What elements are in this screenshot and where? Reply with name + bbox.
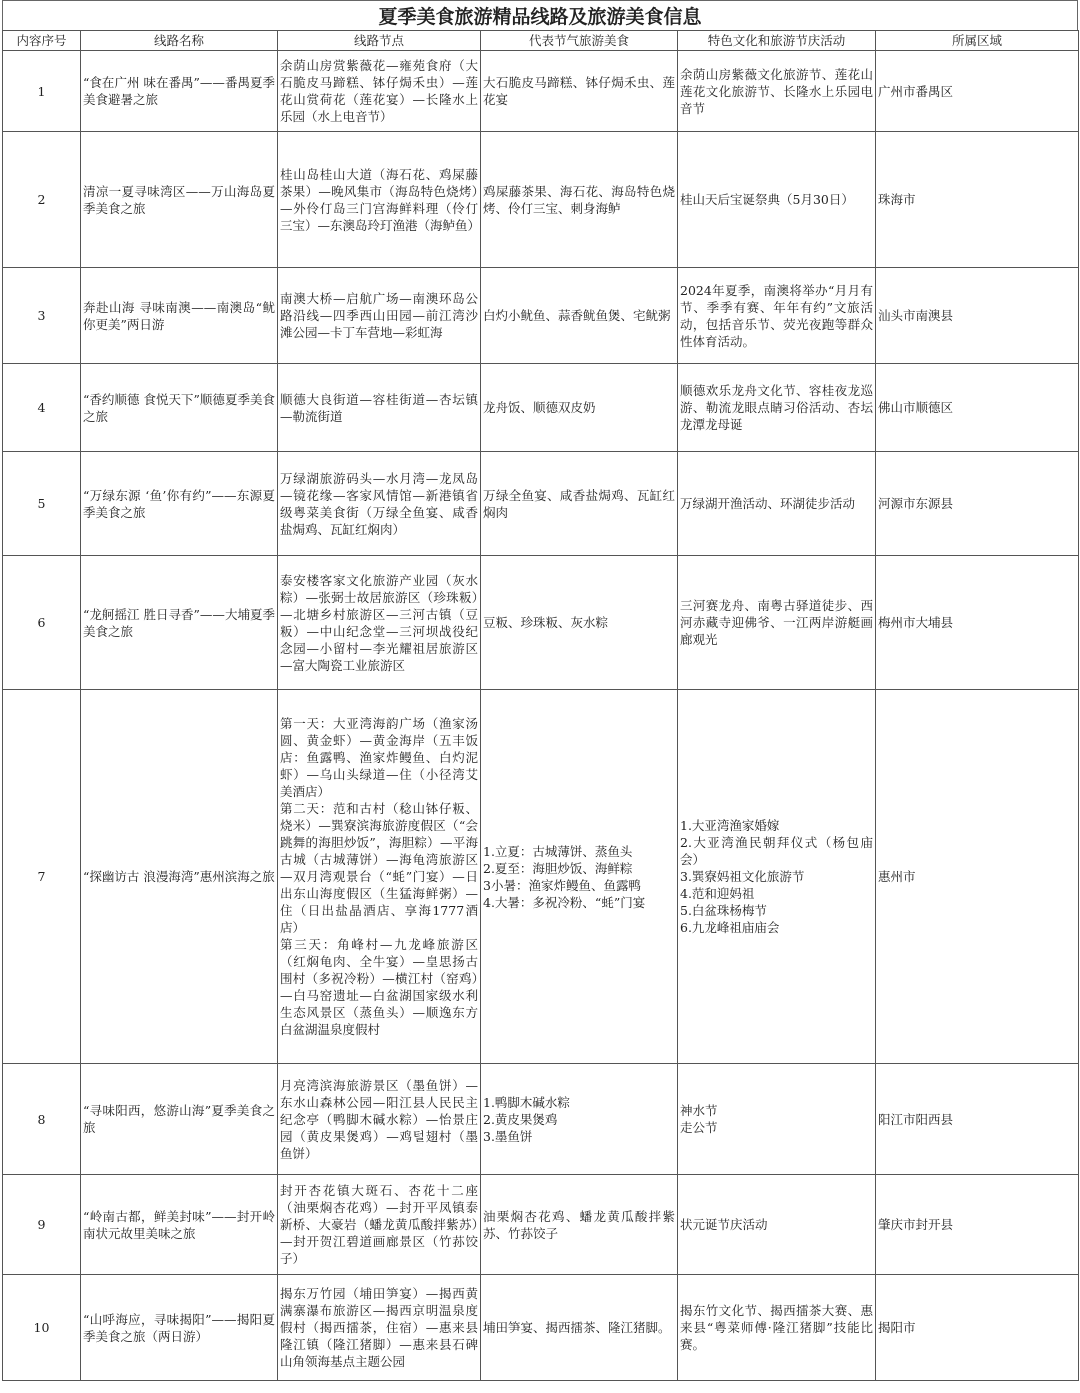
cell-route-name: 奔赴山海 寻味南澳——南澳岛“鱿你更美”两日游 [81, 268, 278, 364]
cell-culture: 神水节 走公节 [678, 1064, 876, 1175]
cell-route-name: “龙舸摇江 胜日寻香”——大埔夏季美食之旅 [81, 556, 278, 690]
cell-culture: 万绿湖开渔活动、环湖徒步活动 [678, 452, 876, 556]
cell-seq: 2 [3, 132, 81, 268]
cell-region: 广州市番禺区 [876, 51, 1079, 132]
cell-route-nodes: 揭东万竹园（埔田笋宴）—揭西黄满寨瀑布旅游区—揭西京明温泉度假村（揭西擂茶，住宿）—惠来县隆江镇（隆江猪脚）—惠来县石碑山角领海基点主题公园 [278, 1275, 481, 1381]
cell-route-name: “岭南古都，鲜美封味”——封开岭南状元故里美味之旅 [81, 1175, 278, 1275]
cell-route-name: “山呼海应，寻味揭阳”——揭阳夏季美食之旅（两日游） [81, 1275, 278, 1381]
table-row [3, 556, 1079, 690]
cell-food: 油栗焖杏花鸡、蟠龙黄瓜酸拌紫苏、竹荪饺子 [481, 1175, 678, 1275]
cell-seq: 4 [3, 364, 81, 452]
cell-food: 埔田笋宴、揭西擂茶、隆江猪脚。 [481, 1275, 678, 1381]
cell-culture: 顺德欢乐龙舟文化节、容桂夜龙巡游、勒流龙眼点睛习俗活动、杏坛龙潭龙母诞 [678, 364, 876, 452]
cell-seq: 8 [3, 1064, 81, 1175]
cell-food: 龙舟饭、顺德双皮奶 [481, 364, 678, 452]
cell-region: 河源市东源县 [876, 452, 1079, 556]
table-row [3, 452, 1079, 556]
cell-seq: 10 [3, 1275, 81, 1381]
cell-culture: 余荫山房紫薇文化旅游节、莲花山莲花文化旅游节、长隆水上乐园电音节 [678, 51, 876, 132]
cell-route-nodes: 桂山岛桂山大道（海石花、鸡屎藤茶果）—晚风集市（海岛特色烧烤）—外伶仃岛三门宫海鲜料理（伶仃三宝）—东澳岛玲玎渔港（海鲈鱼） [278, 132, 481, 268]
cell-culture: 桂山天后宝诞祭典（5月30日） [678, 132, 876, 268]
cell-culture: 状元诞节庆活动 [678, 1175, 876, 1275]
cell-route-name: “香约顺德 食悦天下”顺德夏季美食之旅 [81, 364, 278, 452]
header-region: 所属区域 [876, 31, 1079, 51]
cell-route-name: “寻味阳西，悠游山海”夏季美食之旅 [81, 1064, 278, 1175]
table-row [3, 268, 1079, 364]
cell-region: 阳江市阳西县 [876, 1064, 1079, 1175]
cell-route-nodes: 万绿湖旅游码头—水月湾—龙凤岛—镜花缘—客家风情馆—新港镇省级粤菜美食街（万绿全鱼宴、咸香盐焗鸡、瓦缸红焖肉） [278, 452, 481, 556]
cell-food: 豆粄、珍珠粄、灰水粽 [481, 556, 678, 690]
cell-region: 肇庆市封开县 [876, 1175, 1079, 1275]
document-title: 夏季美食旅游精品线路及旅游美食信息 [2, 0, 1078, 30]
cell-route-name: 清凉一夏寻味湾区——万山海岛夏季美食之旅 [81, 132, 278, 268]
cell-route-name: “食在广州 味在番禺”——番禺夏季美食避暑之旅 [81, 51, 278, 132]
cell-food: 万绿全鱼宴、咸香盐焗鸡、瓦缸红焖肉 [481, 452, 678, 556]
cell-food: 大石脆皮马蹄糕、钵仔焗禾虫、莲花宴 [481, 51, 678, 132]
table-row [3, 1275, 1079, 1381]
cell-route-name: “万绿东源 ‘鱼’你有约”——东源夏季美食之旅 [81, 452, 278, 556]
header-food: 代表节气旅游美食 [481, 31, 678, 51]
cell-region: 惠州市 [876, 690, 1079, 1064]
cell-route-nodes: 泰安楼客家文化旅游产业园（灰水粽）—张弼士故居旅游区（珍珠粄）—北塘乡村旅游区—三河古镇（豆粄）—中山纪念堂—三河坝战役纪念园—小留村—李光耀祖居旅游区—富大陶瓷工业旅游区 [278, 556, 481, 690]
cell-region: 汕头市南澳县 [876, 268, 1079, 364]
table-row [3, 1064, 1079, 1175]
cell-region: 珠海市 [876, 132, 1079, 268]
cell-food: 1.鸭脚木碱水粽 2.黄皮果煲鸡 3.墨鱼饼 [481, 1064, 678, 1175]
header-route-name: 线路名称 [81, 31, 278, 51]
cell-seq: 6 [3, 556, 81, 690]
cell-culture: 2024年夏季，南澳将举办“月月有节、季季有赛、年年有约”文旅活动，包括音乐节、荧光夜跑等群众性体育活动。 [678, 268, 876, 364]
cell-region: 佛山市顺德区 [876, 364, 1079, 452]
cell-route-name: “探幽访古 浪漫海湾”惠州滨海之旅 [81, 690, 278, 1064]
cell-culture: 三河赛龙舟、南粤古驿道徒步、西河赤藏寺迎佛爷、一江两岸游艇画廊观光 [678, 556, 876, 690]
table-row [3, 51, 1079, 132]
cell-seq: 3 [3, 268, 81, 364]
routes-table [2, 30, 1079, 1381]
cell-route-nodes: 南澳大桥—启航广场—南澳环岛公路沿线—四季西山田园—前江湾沙滩公园—卡丁车营地—彩虹海 [278, 268, 481, 364]
cell-route-nodes: 第一天：大亚湾海韵广场（渔家汤圆、黄金虾）—黄金海岸（五丰饭店：鱼露鸭、渔家炸鳗鱼、白灼泥虾）—乌山头绿道—住（小径湾艾美酒店） 第二天：范和古村（稔山钵仔粄、烧米）—巽寮滨海旅游度假区（“会跳舞的海胆炒饭”，海胆粽）—平海古城（古城薄饼）—海龟湾旅游区—双月湾观景台（“蚝”门宴）—日出东山海度假区（生猛海鲜粥）—住（日出盐晶酒店、享海1777酒店） 第三天：角峰村—九龙峰旅游区（红焖龟肉、全牛宴）—皇思扬古围村（多祝冷粉）—横江村（窑鸡）—白马窑遗址—白盆湖国家级水利生态风景区（蒸鱼头）—顺逸东方白盆湖温泉度假村 [278, 690, 481, 1064]
table-row [3, 1175, 1079, 1275]
cell-culture: 1.大亚湾渔家婚嫁 2.大亚湾渔民朝拜仪式（杨包庙会） 3.巽寮妈祖文化旅游节 4.范和迎妈祖 5.白盆珠杨梅节 6.九龙峰祖庙庙会 [678, 690, 876, 1064]
cell-seq: 5 [3, 452, 81, 556]
table-header-row [3, 31, 1079, 51]
cell-route-nodes: 封开杏花镇大斑石、杏花十二座（油栗焖杏花鸡）—封开平凤镇泰新桥、大豪岩（蟠龙黄瓜酸拌紫苏）—封开贺江碧道画廊景区（竹荪饺子） [278, 1175, 481, 1275]
cell-seq: 7 [3, 690, 81, 1064]
cell-region: 揭阳市 [876, 1275, 1079, 1381]
header-seq: 内容序号 [3, 31, 81, 51]
cell-route-nodes: 月亮湾滨海旅游景区（墨鱼饼）—东水山森林公园—阳江县人民民主纪念亭（鸭脚木碱水粽）—怡景庄园（黄皮果煲鸡）—鸡털翅村（墨鱼饼） [278, 1064, 481, 1175]
header-culture: 特色文化和旅游节庆活动 [678, 31, 876, 51]
cell-culture: 揭东竹文化节、揭西擂茶大赛、惠来县“粤菜师傅·隆江猪脚”技能比赛。 [678, 1275, 876, 1381]
cell-food: 鸡屎藤茶果、海石花、海岛特色烧烤、伶仃三宝、刺身海鲈 [481, 132, 678, 268]
cell-route-nodes: 余荫山房赏紫薇花—雍苑食府（大石脆皮马蹄糕、钵仔焗禾虫）—莲花山赏荷花（莲花宴）—长隆水上乐园（水上电音节） [278, 51, 481, 132]
cell-seq: 1 [3, 51, 81, 132]
cell-food: 白灼小鱿鱼、蒜香鱿鱼煲、宅鱿粥 [481, 268, 678, 364]
cell-seq: 9 [3, 1175, 81, 1275]
cell-route-nodes: 顺德大良街道—容桂街道—杏坛镇—勒流街道 [278, 364, 481, 452]
header-route-nodes: 线路节点 [278, 31, 481, 51]
table-row [3, 132, 1079, 268]
cell-region: 梅州市大埔县 [876, 556, 1079, 690]
cell-food: 1.立夏：古城薄饼、蒸鱼头 2.夏至：海胆炒饭、海鲜粽 3小暑：渔家炸鳗鱼、鱼露鸭 4.大暑：多祝冷粉、“蚝”门宴 [481, 690, 678, 1064]
table-row [3, 364, 1079, 452]
table-row [3, 690, 1079, 1064]
